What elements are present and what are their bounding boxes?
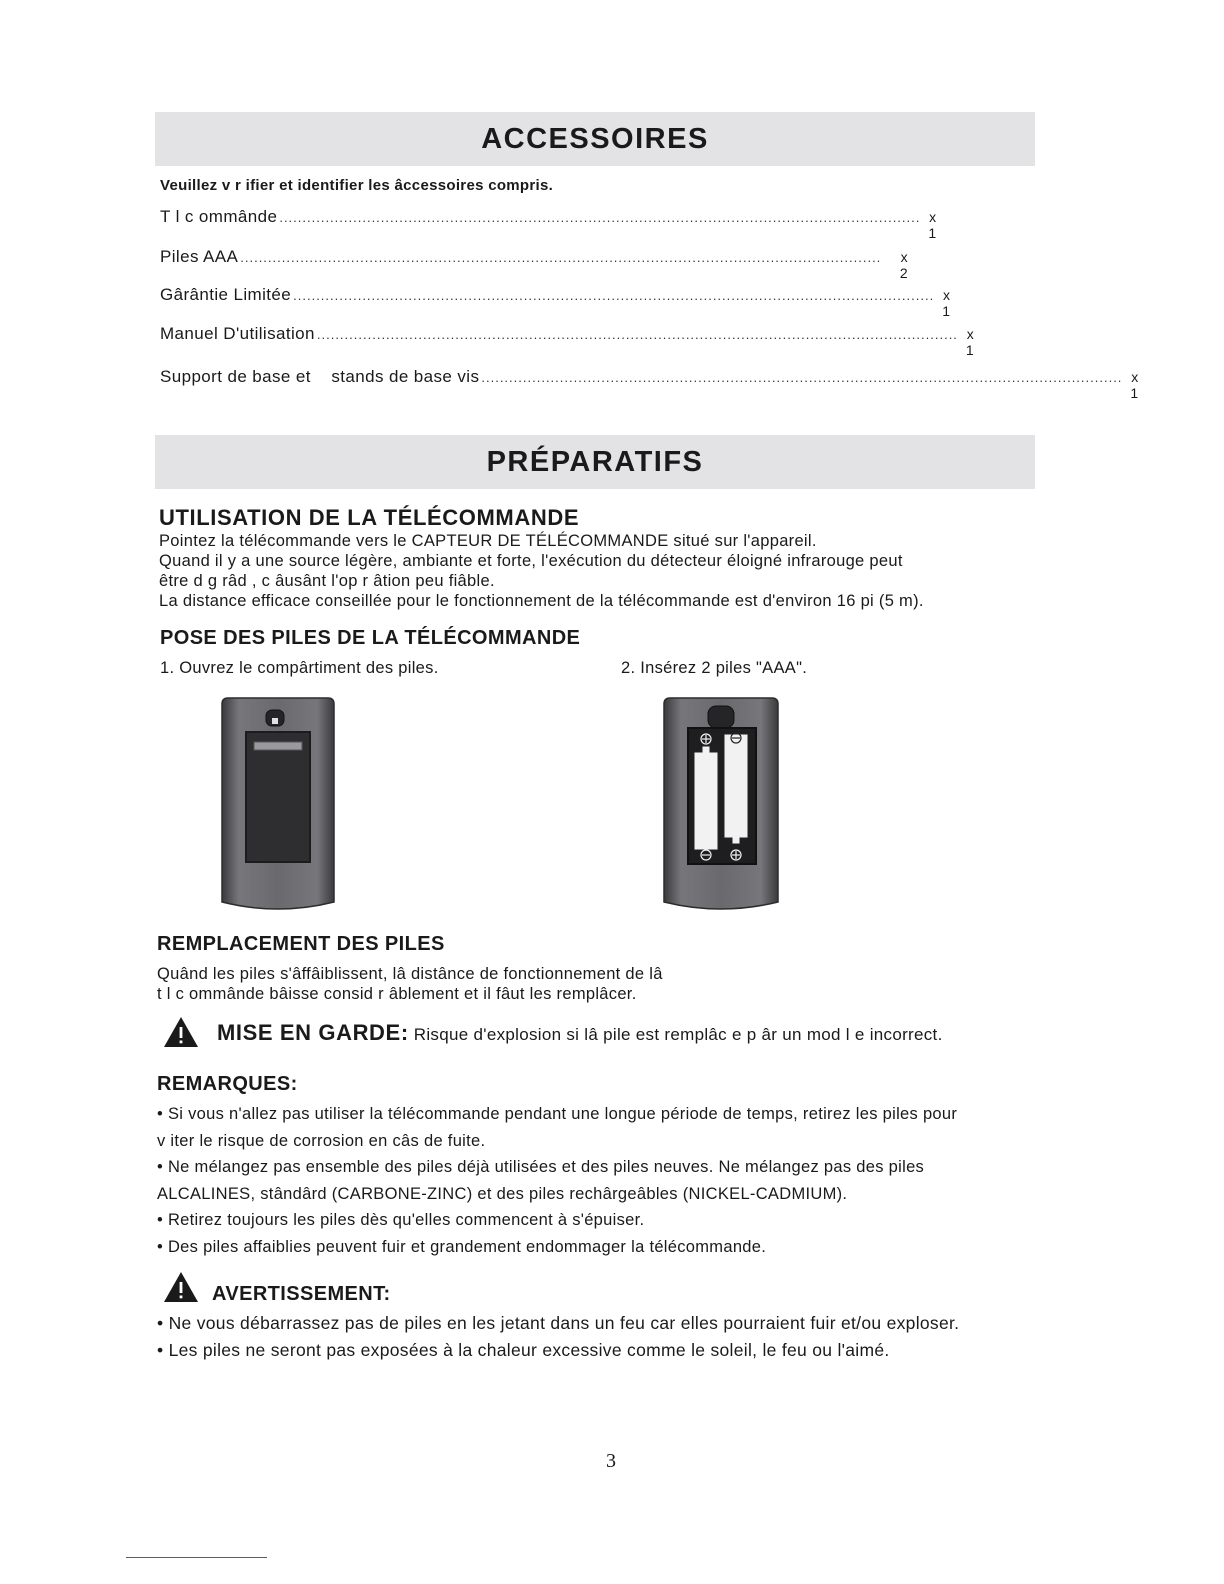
text-line: • Les piles ne seront pas exposées à la chaleur excessive comme le soleil, le feu ou l'aimé. <box>157 1339 890 1360</box>
warning-triangle-icon <box>162 1015 200 1049</box>
accessory-label: Piles AAA <box>160 247 239 266</box>
remote-closed-illustration <box>210 690 350 920</box>
accessory-qty: x 1 <box>1130 369 1139 401</box>
remplacement-heading: REMPLACEMENT DES PILES <box>157 933 445 955</box>
accessory-item <box>160 247 908 281</box>
accessory-item <box>160 207 937 241</box>
leader-dots: ........................................................................................................................................... <box>279 210 921 225</box>
text-line: • Ne mélangez pas ensemble des piles déjà utilisées et des piles neuves. Ne mélangez pas des piles <box>157 1158 925 1176</box>
remplacement-text <box>157 964 857 1004</box>
leader-dots: ........................................................................................................................................... <box>481 370 1123 385</box>
avertissement-heading: AVERTISSEMENT: <box>212 1283 391 1305</box>
mise-en-garde-text: Risque d'explosion si lâ pile est remplâc e p âr un mod l e incorrect. <box>408 1025 943 1044</box>
remote-batteries-illustration <box>654 690 794 920</box>
warning-triangle-icon <box>162 1270 200 1304</box>
mise-en-garde <box>217 1020 943 1046</box>
accessory-qty: x 1 <box>942 287 951 319</box>
accessory-qty: x 1 <box>928 209 937 241</box>
utilisation-text <box>159 531 1059 611</box>
accessory-item <box>160 324 975 358</box>
pose-step-1: 1. Ouvrez le compârtiment des piles. <box>160 659 439 677</box>
accessory-label: Manuel D'utilisation <box>160 324 315 343</box>
accessoires-banner <box>155 112 1035 166</box>
text-line: Quând les piles s'âffâiblissent, lâ distânce de fonctionnement de lâ <box>157 965 663 983</box>
accessory-label: Support de base et stands de base vis <box>160 367 480 386</box>
text-line: Quand il y a une source légère, ambiante et forte, l'exécution du détecteur éloigné infrarouge peut <box>159 552 903 570</box>
remarques-heading: REMARQUES: <box>157 1073 298 1095</box>
text-line: v iter le risque de corrosion en câs de fuite. <box>157 1131 486 1150</box>
accessory-label: T l c ommânde <box>160 207 278 226</box>
accessory-qty: x 1 <box>965 326 975 358</box>
leader-dots: ........................................................................................................................................... <box>316 327 958 342</box>
accessory-item <box>160 285 951 319</box>
footer-rule <box>126 1557 267 1558</box>
accessoires-title: ACCESSOIRES <box>481 122 709 155</box>
text-line: t l c ommânde bâisse consid r âblement et il fâut les remplâcer. <box>157 985 637 1003</box>
text-line: La distance efficace conseillée pour le fonctionnement de la télécommande est d'environ 16 pi (5 m). <box>159 592 924 610</box>
text-line: • Si vous n'allez pas utiliser la télécommande pendant une longue période de temps, retirez les piles pour <box>157 1105 958 1123</box>
text-line: être d g râd , c âusânt l'op r âtion peu fiâble. <box>159 572 495 590</box>
pose-step-2: 2. Insérez 2 piles "AAA". <box>621 659 808 677</box>
accessoires-intro: Veuillez v r ifier et identifier les âccessoires compris. <box>160 177 554 194</box>
accessory-qty: x 2 <box>899 249 908 281</box>
text-line: • Retirez toujours les piles dès qu'elles commencent à s'épuiser. <box>157 1211 645 1229</box>
preparatifs-banner <box>155 435 1035 489</box>
mise-en-garde-label: MISE EN GARDE: <box>217 1020 409 1045</box>
leader-dots: ........................................................................................................................................... <box>293 288 935 303</box>
pose-heading: POSE DES PILES DE LA TÉLÉCOMMANDE <box>160 627 581 649</box>
text-line: Pointez la télécommande vers le CAPTEUR DE TÉLÉCOMMANDE situé sur l'appareil. <box>159 532 817 550</box>
text-line: • Des piles affaiblies peuvent fuir et grandement endommager la télécommande. <box>157 1237 767 1256</box>
text-line: • Ne vous débarrassez pas de piles en les jetant dans un feu car elles pourraient fuir et/ou exploser. <box>157 1313 960 1333</box>
page-number: 3 <box>606 1450 616 1472</box>
utilisation-heading: UTILISATION DE LA TÉLÉCOMMANDE <box>159 505 580 530</box>
accessory-item <box>160 367 1139 401</box>
remarques-list <box>157 1101 1067 1260</box>
avertissement-list <box>157 1310 1067 1363</box>
accessory-label: Gârântie Limitée <box>160 285 292 304</box>
leader-dots: ........................................................................................................................................... <box>240 250 882 265</box>
preparatifs-title: PRÉPARATIFS <box>486 445 704 478</box>
text-line: ALCALINES, stândârd (CARBONE-ZINC) et des piles rechârgeâbles (NICKEL-CADMIUM). <box>157 1184 848 1203</box>
